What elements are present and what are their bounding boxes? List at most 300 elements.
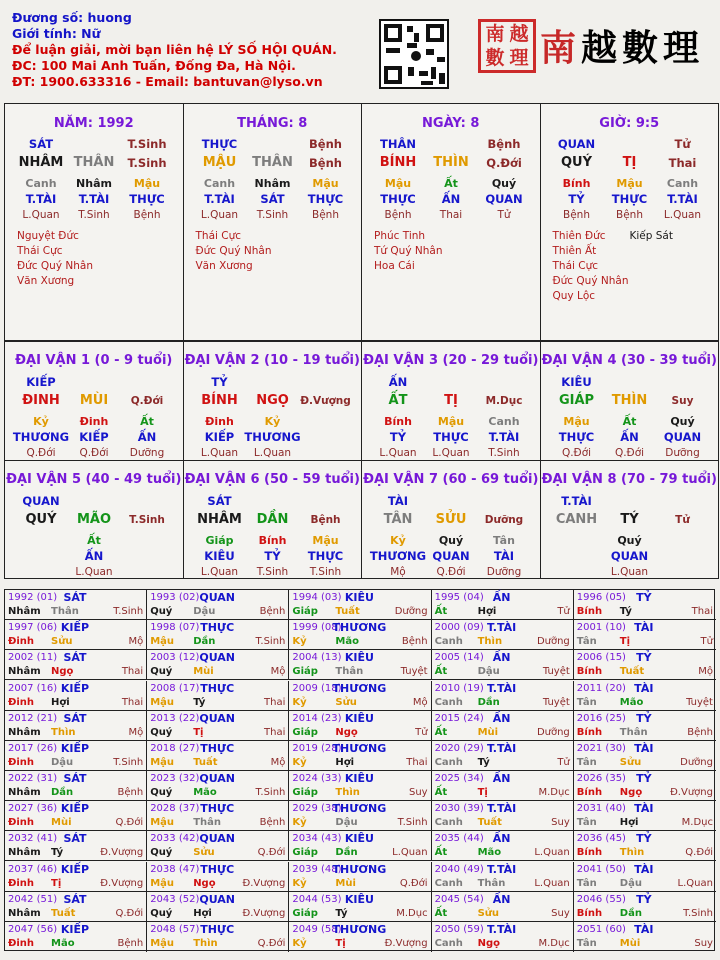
year-label: 1996 (05)	[576, 592, 626, 603]
year-god: QUAN	[199, 772, 236, 785]
year-label: 2037 (46)	[8, 863, 58, 875]
year-label: 1998 (07)	[150, 622, 200, 634]
gender: Giới tính: Nữ	[12, 26, 101, 41]
dai-van-cell: Đinh	[205, 415, 234, 428]
year-god: SÁT	[63, 591, 87, 604]
dai-van-cell: CANH	[555, 512, 598, 527]
year-cell	[5, 922, 147, 952]
pillar-4	[540, 103, 720, 341]
year-god: TỶ	[636, 591, 652, 604]
dai-van-cell: Quý	[670, 415, 695, 428]
dai-van-cell: THƯƠNG	[369, 549, 427, 563]
year-stage: Mộ	[412, 696, 428, 708]
year-branch: Dần	[619, 907, 642, 919]
year-stage: Bệnh	[117, 937, 144, 949]
dai-van-cell: THÌN	[611, 393, 648, 408]
year-label: 2051 (60)	[576, 923, 626, 935]
year-cell	[147, 801, 289, 831]
year-god: T.TÀI	[486, 681, 517, 695]
pillar-cell: TỶ	[568, 192, 585, 206]
year-stage: Suy	[694, 937, 713, 949]
year-stage: L.Quan	[534, 877, 570, 889]
dai-van-cell: ẤT	[388, 393, 408, 408]
year-stem: Đinh	[8, 937, 35, 949]
pillar-cell: QUÝ	[560, 155, 593, 170]
year-stage: T.Sinh	[255, 636, 286, 648]
year-god: THƯƠNG	[332, 862, 387, 876]
dai-van-cell: ẤN	[620, 430, 639, 444]
dai-van-cell: Suy	[671, 395, 694, 407]
year-stage: Đ.Vượng	[100, 877, 144, 889]
year-label: 2032 (41)	[8, 833, 58, 845]
year-cell	[5, 620, 147, 650]
year-stem: Canh	[434, 696, 463, 708]
year-stage: Mộ	[128, 636, 144, 648]
year-label: 2016 (25)	[576, 712, 626, 724]
year-stem: Bính	[576, 847, 603, 859]
pillar-cell: SÁT	[28, 137, 54, 151]
year-cell	[432, 831, 574, 861]
dai-van-cell: T.Sinh	[129, 514, 165, 526]
pillar-cell: Canh	[666, 177, 699, 190]
pillar-cell: Quý	[491, 177, 517, 190]
dai-van-cell: L.Quan	[432, 447, 470, 459]
year-god: THƯƠNG	[332, 681, 387, 695]
year-label: 2024 (33)	[292, 773, 342, 784]
dai-van-cell: KIẾP	[26, 375, 56, 389]
year-god: THƯƠNG	[332, 621, 387, 635]
dai-van-cell: BÍNH	[201, 393, 238, 408]
year-branch: Ngọ	[193, 877, 216, 889]
year-label: 2011 (20)	[576, 682, 626, 694]
year-branch: Tý	[193, 696, 206, 708]
year-label: 2004 (13)	[292, 652, 342, 664]
year-branch: Tị	[193, 726, 204, 738]
dai-van-cell: Bính	[258, 534, 287, 547]
year-stage: Thai	[691, 606, 713, 617]
year-branch: Ngọ	[619, 787, 643, 798]
year-label: 2047 (56)	[8, 923, 58, 935]
pillar-cell: QUAN	[557, 137, 596, 151]
dai-van-cell: QUÝ	[25, 512, 57, 527]
dai-van-cell: THƯƠNG	[244, 430, 301, 444]
dai-van-cell: Kỷ	[264, 415, 281, 428]
year-stage: Tử	[415, 726, 428, 738]
pillar-1	[4, 103, 184, 341]
year-god: SÁT	[63, 711, 87, 725]
dai-van-cell: Tử	[675, 514, 690, 526]
year-cell	[289, 681, 431, 711]
dai-van-cell: Bính	[384, 415, 412, 428]
year-cell	[5, 711, 147, 741]
year-stage: Tuyệt	[542, 696, 570, 708]
dai-van-cell: QUAN	[22, 494, 60, 508]
year-cell	[5, 801, 147, 831]
year-god: THỰC	[200, 922, 235, 936]
year-stem: Đinh	[8, 696, 35, 708]
dai-van-cell: Đ.Vượng	[300, 395, 351, 407]
year-cell	[432, 590, 574, 620]
dai-van-cell: Q.Đới	[614, 447, 645, 459]
pillar-3	[361, 103, 541, 341]
year-cell	[147, 681, 289, 711]
year-label: 2031 (40)	[576, 803, 626, 815]
year-branch: Dậu	[477, 666, 500, 678]
pillar-cell: Thai	[668, 156, 697, 170]
year-stem: Ất	[434, 666, 448, 678]
year-stem: Tân	[576, 937, 597, 949]
year-cell	[574, 711, 716, 741]
year-branch: Ngọ	[51, 666, 74, 678]
year-stem: Ất	[434, 847, 448, 859]
dai-van-cell: Ất	[87, 534, 101, 547]
year-god: KIÊU	[344, 832, 374, 846]
phone-email[interactable]: ĐT: 1900.633316 - Email: bantuvan@lyso.vn	[12, 74, 323, 89]
pillar-cell: L.Quan	[22, 209, 60, 221]
dai-van-cell: THỰC	[307, 549, 344, 563]
year-stage: Tử	[700, 636, 713, 648]
year-label: 2040 (49)	[434, 863, 484, 875]
year-label: 2020 (29)	[434, 742, 484, 754]
year-stage: Tuyệt	[686, 696, 713, 708]
dai-van-cell: MÃO	[76, 512, 112, 527]
year-stem: Canh	[434, 877, 463, 889]
qr-code-icon	[379, 19, 449, 89]
pillar-star: Hoa Cái	[374, 260, 415, 272]
year-branch: Tị	[51, 877, 62, 889]
year-branch: Mão	[477, 847, 502, 859]
year-branch: Thìn	[477, 636, 503, 648]
year-branch: Dần	[193, 636, 216, 648]
pillar-cell: BÍNH	[379, 155, 417, 170]
year-branch: Mùi	[477, 726, 499, 738]
year-god: TỶ	[636, 892, 652, 906]
dai-van-cell: T.Sinh	[256, 566, 289, 578]
year-cell	[432, 711, 574, 741]
year-stem: Giáp	[292, 726, 318, 738]
year-cell	[5, 831, 147, 861]
year-label: 2001 (10)	[576, 622, 626, 634]
year-god: TÀI	[634, 802, 654, 816]
year-cell	[574, 590, 716, 620]
year-stem: Kỷ	[292, 636, 307, 648]
year-stage: Suy	[551, 817, 570, 829]
year-cell	[5, 590, 147, 620]
year-god: TỶ	[636, 832, 652, 846]
year-stem: Quý	[150, 907, 173, 919]
dai-van-8	[540, 460, 720, 579]
year-branch: Tý	[619, 606, 632, 617]
year-branch: Dậu	[335, 817, 358, 829]
year-cell	[147, 922, 289, 952]
dai-van-cell: SÁT	[207, 494, 232, 508]
year-label: 2007 (16)	[8, 682, 58, 694]
pillar-cell: THỰC	[380, 192, 416, 206]
year-branch: Dần	[477, 696, 500, 708]
year-god: THỰC	[200, 862, 235, 876]
year-stage: Suy	[408, 787, 428, 798]
year-stem: Mậu	[150, 756, 175, 768]
year-cell	[147, 771, 289, 801]
year-stem: Bính	[576, 907, 603, 919]
year-label: 2038 (47)	[150, 863, 200, 875]
pillar-cell: Nhâm	[76, 177, 112, 190]
pillar-star: Đức Quý Nhân	[552, 275, 629, 287]
dai-van-cell: KIẾP	[204, 430, 235, 444]
pillar-cell: Bệnh	[309, 137, 342, 151]
year-branch: Hợi	[619, 817, 639, 829]
dai-van-cell: Giáp	[205, 534, 234, 547]
year-god: T.TÀI	[486, 862, 517, 876]
year-branch: Thìn	[193, 937, 218, 949]
pillar-cell: THÌN	[433, 155, 469, 170]
year-branch: Thìn	[51, 726, 76, 738]
year-god: QUAN	[199, 591, 236, 604]
dai-van-5	[4, 460, 184, 579]
pillar-cell: Mậu	[312, 177, 339, 190]
pillar-star: Thái Cực	[195, 230, 242, 242]
dai-van-cell: Dưỡng	[484, 514, 524, 526]
year-god: TỶ	[636, 651, 652, 665]
year-cell	[289, 620, 431, 650]
year-branch: Tý	[51, 847, 64, 859]
pillar-title: THÁNG: 8	[237, 116, 308, 131]
year-stage: M.Dục	[396, 907, 428, 919]
year-label: 2018 (27)	[150, 742, 200, 754]
address: ĐC: 100 Mai Anh Tuấn, Đống Đa, Hà Nội.	[12, 58, 296, 73]
dai-van-cell: L.Quan	[610, 566, 649, 578]
dai-van-title: ĐẠI VẬN 7 (60 - 69 tuổi)	[363, 472, 539, 487]
year-cell	[432, 922, 574, 952]
year-branch: Sửu	[335, 696, 357, 708]
year-branch: Hợi	[335, 756, 355, 768]
year-cell	[289, 801, 431, 831]
dai-van-cell: KIÊU	[204, 549, 235, 563]
year-cell	[574, 650, 716, 680]
year-cell	[5, 771, 147, 801]
year-stem: Đinh	[8, 636, 35, 648]
dai-van-title: ĐẠI VẬN 2 (10 - 19 tuổi)	[184, 353, 360, 368]
year-stem: Nhâm	[8, 726, 41, 738]
dai-van-cell: Q.Đới	[561, 447, 592, 459]
year-branch: Thân	[335, 666, 364, 678]
year-stem: Kỷ	[292, 817, 307, 829]
pillar-star: Tứ Quý Nhân	[374, 245, 443, 257]
year-stage: M.Dục	[681, 817, 713, 829]
year-god: THƯƠNG	[332, 802, 387, 816]
year-stem: Mậu	[150, 817, 175, 829]
pillar-cell: L.Quan	[663, 209, 702, 221]
year-god: TÀI	[634, 621, 654, 635]
year-cell	[432, 620, 574, 650]
year-cell	[147, 650, 289, 680]
pillar-star: Thiên Đức	[552, 230, 606, 242]
year-stem: Mậu	[150, 696, 175, 708]
year-cell	[432, 681, 574, 711]
year-branch: Tị	[477, 787, 488, 798]
dai-van-6	[183, 460, 363, 579]
red-seal-stamp: 南 越 數 理	[478, 19, 536, 73]
year-stage: Q.Đới	[257, 847, 286, 859]
year-stage: T.Sinh	[255, 787, 286, 798]
pillar-cell: THỰC	[611, 192, 648, 206]
year-label: 2006 (15)	[576, 652, 626, 664]
year-stem: Mậu	[150, 937, 175, 949]
dai-van-cell: Dưỡng	[129, 447, 165, 459]
year-stage: Dưỡng	[536, 726, 570, 738]
year-god: KIÊU	[344, 651, 374, 665]
dai-van-cell: Mậu	[312, 534, 339, 547]
year-branch: Mão	[619, 696, 644, 708]
dai-van-cell: Q.Đới	[79, 447, 109, 459]
year-label: 2009 (18)	[292, 682, 342, 694]
year-stem: Giáp	[292, 847, 318, 859]
dai-van-title: ĐẠI VẬN 6 (50 - 59 tuổi)	[184, 472, 360, 487]
year-god: ẤN	[492, 591, 511, 604]
year-cell	[289, 922, 431, 952]
dai-van-cell: MÙI	[79, 393, 109, 408]
dai-van-cell: L.Quan	[253, 447, 292, 459]
year-god: THỰC	[200, 802, 235, 816]
pillar-cell: Bính	[562, 177, 591, 190]
pillar-cell: Mậu	[616, 177, 643, 190]
dai-van-cell: NGỌ	[256, 393, 289, 408]
year-cell	[5, 681, 147, 711]
pillar-cell: T.Sinh	[127, 156, 167, 170]
year-branch: Thìn	[335, 787, 360, 798]
year-cell	[574, 862, 716, 892]
year-label: 1993 (02)	[150, 592, 200, 603]
year-stage: Dưỡng	[536, 636, 570, 648]
year-god: SÁT	[63, 651, 87, 665]
year-god: SÁT	[63, 832, 87, 846]
pillar-cell: Bệnh	[487, 137, 521, 151]
year-stage: Q.Đới	[257, 937, 286, 949]
year-cell	[147, 620, 289, 650]
year-cell	[5, 862, 147, 892]
year-god: THƯƠNG	[332, 741, 387, 755]
year-label: 2008 (17)	[150, 682, 200, 694]
year-stage: Tử	[557, 756, 570, 768]
year-stage: M.Dục	[538, 787, 570, 798]
pillar-cell: Nhâm	[254, 177, 291, 190]
year-god: KIẾP	[60, 802, 90, 816]
pillar-cell: T.TÀI	[204, 192, 235, 206]
year-god: THỰC	[200, 741, 235, 755]
dai-van-cell: QUAN	[610, 549, 649, 563]
dai-van-cell: T.TÀI	[561, 494, 592, 508]
pillar-cell: THỰC	[129, 192, 165, 206]
year-stem: Quý	[150, 847, 173, 859]
year-branch: Ngọ	[477, 937, 500, 949]
year-label: 2041 (50)	[576, 863, 626, 875]
year-stage: T.Sinh	[113, 756, 144, 768]
dai-van-7	[361, 460, 541, 579]
pillar-star: Quy Lộc	[552, 290, 596, 302]
dai-van-title: ĐẠI VẬN 8 (70 - 79 tuổi)	[541, 472, 717, 487]
year-stem: Ất	[434, 907, 448, 919]
year-god: SÁT	[63, 892, 87, 906]
pillar-cell: Thai	[439, 209, 463, 221]
pillar-cell: Bệnh	[384, 209, 412, 221]
year-branch: Thìn	[619, 847, 645, 859]
year-stage: Mộ	[128, 726, 144, 738]
year-cell	[574, 922, 716, 952]
year-cell	[5, 892, 147, 922]
year-branch: Thân	[193, 817, 221, 829]
year-cell	[289, 862, 431, 892]
year-stem: Tân	[576, 817, 597, 829]
year-branch: Hợi	[193, 907, 212, 919]
owner-name: Đương số: huong	[12, 10, 132, 25]
year-label: 2028 (37)	[150, 803, 200, 815]
pillar-cell: ẤN	[441, 192, 461, 206]
year-god: TÀI	[634, 922, 654, 936]
year-cell	[574, 801, 716, 831]
year-stage: Bệnh	[687, 726, 713, 738]
pillar-cell: THỰC	[201, 137, 238, 151]
year-stem: Canh	[434, 937, 463, 949]
dai-van-cell: ẤN	[137, 430, 157, 444]
year-stem: Nhâm	[8, 787, 41, 798]
year-label: 2029 (38)	[292, 803, 342, 815]
year-cell	[289, 711, 431, 741]
dai-van-cell: L.Quan	[200, 566, 239, 578]
year-cell	[289, 892, 431, 922]
year-stage: Đ.Vượng	[242, 877, 286, 889]
year-stem: Ất	[434, 726, 448, 738]
pillar-cell: T.TÀI	[667, 192, 698, 206]
pillar-cell: Bệnh	[133, 209, 161, 221]
year-stage: Q.Đới	[399, 877, 428, 889]
year-branch: Dần	[335, 847, 358, 859]
dai-van-cell: THỰC	[433, 430, 469, 444]
year-stage: Q.Đới	[685, 847, 713, 859]
year-branch: Sửu	[193, 847, 215, 859]
year-label: 2014 (23)	[292, 712, 342, 724]
pillar-cell: L.Quan	[200, 209, 239, 221]
year-label: 2000 (09)	[434, 622, 484, 634]
dai-van-cell: THƯƠNG	[12, 430, 70, 444]
year-stage: L.Quan	[534, 847, 570, 859]
year-god: ẤN	[492, 651, 511, 665]
year-cell	[432, 650, 574, 680]
year-label: 2015 (24)	[434, 712, 484, 724]
dai-van-cell: T.Sinh	[488, 447, 520, 459]
year-stem: Nhâm	[8, 666, 41, 678]
year-label: 2042 (51)	[8, 893, 58, 905]
pillar-star: Kiếp Sát	[629, 230, 673, 242]
pillar-2	[183, 103, 363, 341]
dai-van-cell: DẦN	[256, 512, 289, 527]
year-god: QUAN	[199, 711, 236, 725]
pillar-star: Đức Quý Nhân	[17, 260, 93, 272]
pillar-star: Thiên Ất	[552, 245, 597, 257]
pillar-cell: Mậu	[384, 177, 412, 190]
year-cell	[289, 650, 431, 680]
year-god: ẤN	[492, 832, 511, 846]
year-branch: Dậu	[193, 606, 216, 617]
dai-van-cell: Kỷ	[33, 415, 49, 428]
year-branch: Thân	[619, 726, 648, 738]
dai-van-title: ĐẠI VẬN 1 (0 - 9 tuổi)	[15, 353, 173, 368]
year-god: TÀI	[634, 741, 654, 755]
year-stem: Ất	[434, 787, 448, 798]
dai-van-cell: Mậu	[563, 415, 590, 428]
year-stage: M.Dục	[538, 937, 570, 949]
pillar-star: Thái Cực	[552, 260, 599, 272]
year-stem: Tân	[576, 756, 597, 768]
